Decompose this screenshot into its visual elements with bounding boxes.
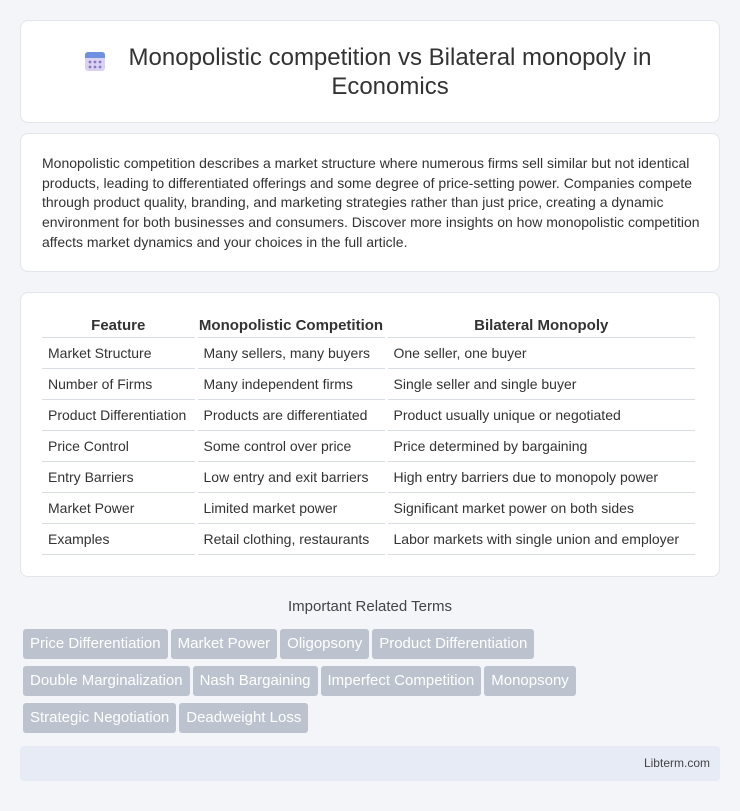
related-term-tag[interactable]: Double Marginalization: [23, 666, 190, 696]
table-cell: Product usually unique or negotiated: [386, 399, 695, 430]
related-term-tag[interactable]: Imperfect Competition: [321, 666, 482, 696]
table-row: [42, 492, 695, 523]
related-term-tag[interactable]: Monopsony: [484, 666, 576, 696]
table-cell: Number of Firms: [42, 368, 196, 399]
table-cell: Labor markets with single union and employer: [386, 523, 695, 554]
header-feature: Feature: [42, 315, 196, 337]
table-cell: Some control over price: [196, 430, 386, 461]
description-text: Monopolistic competition describes a market structure where numerous firms sell similar but not identical products, leading to differentiated offerings and some degree of price-setting power. Companies compete through product quality, branding, and marketing strategies rather than just price, creating a dynamic environment for both businesses and consumers. Discover more insights on how monopolistic competition affects market dynamics and your choices in the full article.: [42, 155, 700, 250]
table-cell: Market Power: [42, 492, 196, 523]
related-term-tag[interactable]: Nash Bargaining: [193, 666, 318, 696]
related-term-tag[interactable]: Product Differentiation: [372, 629, 534, 659]
related-terms-list: [23, 629, 723, 740]
table-cell: Price Control: [42, 430, 196, 461]
page-title: Monopolistic competition vs Bilateral monopoly in Economics: [128, 44, 652, 100]
related-term-tag[interactable]: Deadweight Loss: [179, 703, 308, 733]
table-cell: One seller, one buyer: [386, 337, 695, 368]
table-row: [42, 399, 695, 430]
table-cell: Significant market power on both sides: [386, 492, 695, 523]
description-card: [20, 133, 720, 272]
table-cell: Low entry and exit barriers: [196, 461, 386, 492]
table-cell: Entry Barriers: [42, 461, 196, 492]
related-term-tag[interactable]: Market Power: [171, 629, 278, 659]
table-header-row: [42, 315, 695, 337]
footer: [20, 746, 720, 781]
table-cell: Retail clothing, restaurants: [196, 523, 386, 554]
header-bilateral-monopoly: Bilateral Monopoly: [386, 315, 695, 337]
table-cell: Product Differentiation: [42, 399, 196, 430]
table-cell: Price determined by bargaining: [386, 430, 695, 461]
table-cell: Many independent firms: [196, 368, 386, 399]
table-row: [42, 523, 695, 554]
related-terms-heading: Important Related Terms: [288, 598, 452, 615]
footer-site-link[interactable]: Libterm.com: [643, 756, 710, 770]
comparison-table: [42, 315, 695, 555]
related-term-tag[interactable]: Oligopsony: [280, 629, 369, 659]
related-term-tag[interactable]: Strategic Negotiation: [23, 703, 176, 733]
table-cell: Limited market power: [196, 492, 386, 523]
table-cell: Products are differentiated: [196, 399, 386, 430]
table-cell: Market Structure: [42, 337, 196, 368]
table-cell: Many sellers, many buyers: [196, 337, 386, 368]
header-monopolistic-competition: Monopolistic Competition: [196, 315, 386, 337]
table-row: [42, 430, 695, 461]
related-term-tag[interactable]: Price Differentiation: [23, 629, 168, 659]
table-cell: Single seller and single buyer: [386, 368, 695, 399]
table-cell: Examples: [42, 523, 196, 554]
table-row: [42, 461, 695, 492]
comparison-table-card: [20, 292, 720, 577]
table-cell: High entry barriers due to monopoly power: [386, 461, 695, 492]
table-row: [42, 368, 695, 399]
title-card: [20, 20, 720, 123]
table-row: [42, 337, 695, 368]
